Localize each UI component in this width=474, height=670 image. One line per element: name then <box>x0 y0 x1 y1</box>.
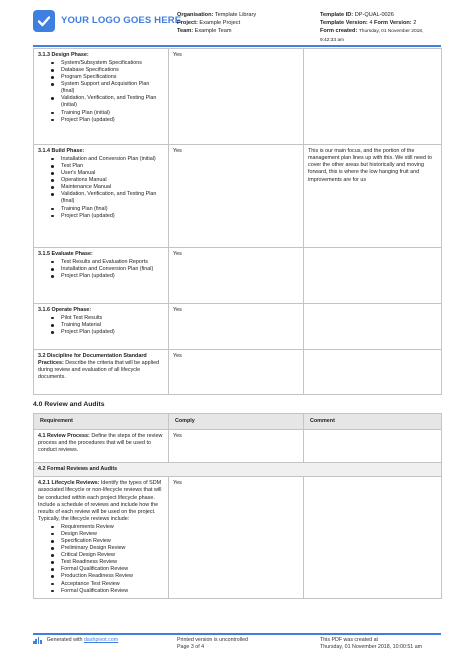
comply-cell[interactable]: Yes <box>169 304 304 350</box>
project-line: Project: Example Project <box>177 20 241 27</box>
requirement-title: 4.2.1 Lifecycle Reviews: <box>38 480 100 487</box>
requirement-text: Identify the types of SDM associated lifecycle or non-lifecycle reviews that will be conducted within each project lifecycle phase. Include a schedule of reviews and include how the results of each review will be used on the project. <box>38 480 162 515</box>
list-item: Training Plan (final) <box>38 206 164 213</box>
requirement-title: 3.2 Discipline for Documentation Standard Practices: <box>38 353 147 367</box>
list-item: Production Readiness Review <box>38 573 164 580</box>
requirement-cell <box>34 350 169 395</box>
list-item: Operations Manual <box>38 177 164 184</box>
logo-text: YOUR LOGO GOES HERE <box>61 14 182 26</box>
list-item: Project Plan (updated) <box>38 329 164 336</box>
dashpivot-bars-icon <box>33 637 43 644</box>
deliverable-list <box>38 315 164 336</box>
list-item: Test Readiness Review <box>38 559 164 566</box>
list-item: Training Material <box>38 322 164 329</box>
comment-cell[interactable]: This is our main focus, and the portion of the management plan lines up with this. We still need to cover the other areas but historically and moving forward, this is where the low hanging fruit and improvements are for us <box>304 145 442 248</box>
comment-cell[interactable] <box>304 248 442 304</box>
page-number: Page 3 of 4 <box>177 644 205 651</box>
list-item: Validation, Verification, and Testing Plan (final) <box>38 191 164 205</box>
header-divider <box>33 45 441 47</box>
list-item: Specification Review <box>38 538 164 545</box>
page-header <box>0 0 474 50</box>
comment-cell[interactable] <box>304 477 442 599</box>
table-row <box>34 145 442 248</box>
dashpivot-link[interactable]: dashpivot.com <box>83 637 119 643</box>
comply-cell[interactable]: Yes <box>169 477 304 599</box>
deliverables-table <box>33 48 442 395</box>
footer-pdf-created <box>320 637 422 652</box>
requirement-title: 3.1.3 Design Phase: <box>38 52 89 58</box>
requirement-title: 4.1 Review Process: <box>38 433 90 440</box>
list-item: Pilot Test Results <box>38 315 164 322</box>
review-audits-table <box>33 413 442 599</box>
requirement-title: 3.1.6 Operate Phase: <box>38 307 92 313</box>
list-item: Formal Qualification Review <box>38 588 164 595</box>
group-row <box>34 463 442 477</box>
list-item: Maintenance Manual <box>38 184 164 191</box>
list-item: Database Specifications <box>38 67 164 74</box>
generated-text: Generated with <box>46 637 83 643</box>
column-header-comment: Comment <box>304 414 442 430</box>
list-item: Design Review <box>38 531 164 538</box>
table-row <box>34 248 442 304</box>
comply-cell[interactable]: Yes <box>169 145 304 248</box>
list-item: Installation and Conversion Plan (initial) <box>38 156 164 163</box>
requirement-cell <box>34 248 169 304</box>
list-item: Program Specifications <box>38 74 164 81</box>
organisation-line: Organisation: Template Library <box>177 12 257 18</box>
logo-check-icon <box>33 10 55 32</box>
review-list <box>38 524 164 595</box>
header-meta-left <box>177 11 256 35</box>
printed-note: Printed version is uncontrolled <box>177 637 248 643</box>
comment-cell[interactable] <box>304 430 442 463</box>
deliverable-list <box>38 259 164 280</box>
comply-cell[interactable]: Yes <box>169 350 304 395</box>
footer-divider <box>33 633 441 635</box>
table-row <box>34 49 442 145</box>
pdf-created-label: This PDF was created at <box>320 637 378 643</box>
requirement-cell <box>34 145 169 248</box>
comment-cell[interactable] <box>304 49 442 145</box>
list-item: Validation, Verification, and Testing Plan (initial) <box>38 95 164 109</box>
comment-cell[interactable] <box>304 304 442 350</box>
table-header-row <box>34 414 442 430</box>
list-item: System/Subsystem Specifications <box>38 60 164 67</box>
list-item: Requirements Review <box>38 524 164 531</box>
pdf-created-value: Thursday, 01 November 2018, 10:00:51 am <box>320 644 423 651</box>
deliverable-list <box>38 60 164 124</box>
list-item: Project Plan (updated) <box>38 213 164 220</box>
list-item: Formal Qualification Review <box>38 566 164 573</box>
company-logo <box>33 10 181 32</box>
list-item: System Support and Acquisition Plan (final) <box>38 81 164 95</box>
list-item: Critical Design Review <box>38 552 164 559</box>
deliverable-list <box>38 156 164 220</box>
table-row <box>34 430 442 463</box>
column-header-requirement: Requirement <box>34 414 169 430</box>
requirement-title: 3.1.5 Evaluate Phase: <box>38 251 93 257</box>
requirement-intro: Typically, the lifecycle reviews include: <box>38 515 130 522</box>
comply-cell[interactable]: Yes <box>169 248 304 304</box>
group-title: 4.2 Formal Reviews and Audits <box>34 463 442 477</box>
list-item: Project Plan (updated) <box>38 273 164 280</box>
requirement-cell <box>34 477 169 599</box>
requirement-cell <box>34 430 169 463</box>
comment-cell[interactable] <box>304 350 442 395</box>
section-title: 4.0 Review and Audits <box>33 401 105 408</box>
requirement-cell <box>34 304 169 350</box>
requirement-text: Define the steps of the review process and the procedures that will be used to conduct reviews. <box>38 433 163 454</box>
team-line: Team: Example Team <box>177 28 232 35</box>
requirement-title: 3.1.4 Build Phase: <box>38 148 85 154</box>
table-row <box>34 477 442 599</box>
column-header-comply: Comply <box>169 414 304 430</box>
comply-cell[interactable]: Yes <box>169 430 304 463</box>
form-created-line: Form created: Thursday, 01 November 2018, 9:42:33 am <box>320 28 424 44</box>
list-item: Preliminary Design Review <box>38 545 164 552</box>
list-item: Test Plan <box>38 163 164 170</box>
template-version-line: Template Version: 4 Form Version: 2 <box>320 20 417 27</box>
list-item: Installation and Conversion Plan (final) <box>38 266 164 273</box>
footer-print-info <box>177 637 248 652</box>
requirement-cell <box>34 49 169 145</box>
template-id-line: Template ID: DP-QUAL-0026 <box>320 12 394 18</box>
table-row <box>34 350 442 395</box>
header-meta-right <box>320 11 450 45</box>
list-item: Training Plan (initial) <box>38 110 164 117</box>
requirement-text: Describe the criteria that will be applied during review and evaluation of all lifecycle documents. <box>38 360 160 381</box>
table-row <box>34 304 442 350</box>
list-item: Project Plan (updated) <box>38 117 164 124</box>
footer-generated <box>33 637 118 644</box>
comply-cell[interactable]: Yes <box>169 49 304 145</box>
list-item: User's Manual <box>38 170 164 177</box>
list-item: Test Results and Evaluation Reports <box>38 259 164 266</box>
list-item: Acceptance Test Review <box>38 581 164 588</box>
